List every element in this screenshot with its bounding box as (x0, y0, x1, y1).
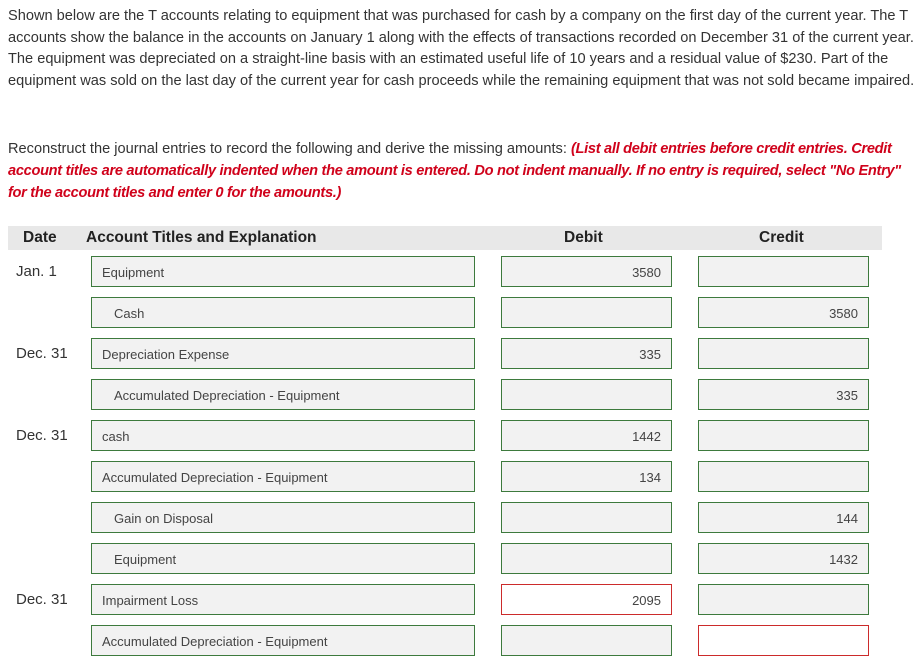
account-title-field[interactable] (91, 461, 475, 492)
debit-field[interactable] (501, 502, 672, 533)
account-title-field[interactable] (91, 256, 475, 287)
credit-field[interactable] (698, 584, 869, 615)
table-row (0, 297, 923, 330)
debit-field[interactable] (501, 461, 672, 492)
debit-field[interactable] (501, 584, 672, 615)
debit-field[interactable] (501, 420, 672, 451)
header-credit: Credit (759, 229, 804, 246)
account-title-field[interactable] (91, 338, 475, 369)
credit-field[interactable] (698, 502, 869, 533)
credit-field[interactable] (698, 543, 869, 574)
entry-date: Dec. 31 (16, 591, 68, 608)
credit-field[interactable] (698, 256, 869, 287)
problem-statement: Shown below are the T accounts relating to equipment that was purchased for cash by a company on the first day of the current year. The T accounts show the balance in the accounts on January 1 along with the effects of transactions recorded on December 31 of the current year. The equipment was depreciated on a straight-line basis with an estimated useful life of 10 years and a residual value of $230. Part of the equipment was sold on the last day of the current year for cash proceeds while the remaining equipment that was not sold became impaired. (8, 8, 915, 90)
account-title-value: cash (102, 429, 130, 444)
credit-value: 335 (836, 388, 858, 403)
instructions (8, 138, 920, 204)
account-title-field[interactable] (91, 584, 475, 615)
account-title-field[interactable] (91, 625, 475, 656)
credit-field[interactable] (698, 297, 869, 328)
header-date: Date (23, 229, 57, 246)
table-row (0, 379, 923, 412)
account-title-field[interactable] (91, 297, 475, 328)
account-title-field[interactable] (91, 420, 475, 451)
debit-value: 2095 (632, 593, 661, 608)
account-title-value: Cash (114, 306, 145, 321)
debit-value: 335 (639, 347, 661, 362)
table-row (0, 502, 923, 535)
table-header (8, 226, 882, 250)
entry-date: Jan. 1 (16, 263, 57, 280)
debit-field[interactable] (501, 543, 672, 574)
credit-value: 144 (836, 511, 858, 526)
table-row (0, 584, 923, 617)
table-row (0, 338, 923, 371)
credit-value: 3580 (829, 306, 858, 321)
debit-field[interactable] (501, 625, 672, 656)
table-row (0, 543, 923, 576)
account-title-field[interactable] (91, 543, 475, 574)
debit-field[interactable] (501, 256, 672, 287)
table-row (0, 256, 923, 289)
header-debit: Debit (564, 229, 603, 246)
credit-field[interactable] (698, 461, 869, 492)
account-title-value: Impairment Loss (102, 593, 199, 608)
instruction-emphasis: (List all debit entries before credit entries. Credit account titles are automatically indented when the amount is entered. Do not indent manually. If no entry is required, select "No Entry" for the account titles and enter 0 for the amounts.) (8, 141, 901, 201)
debit-field[interactable] (501, 379, 672, 410)
account-title-value: Gain on Disposal (114, 511, 213, 526)
debit-value: 134 (639, 470, 661, 485)
credit-value: 1432 (829, 552, 858, 567)
credit-field[interactable] (698, 625, 869, 656)
credit-field[interactable] (698, 338, 869, 369)
entry-date: Dec. 31 (16, 427, 68, 444)
instruction-lead: Reconstruct the journal entries to record the following and derive the missing amounts: (8, 141, 571, 157)
account-title-value: Equipment (102, 265, 165, 280)
table-row (0, 461, 923, 494)
debit-field[interactable] (501, 297, 672, 328)
account-title-value: Accumulated Depreciation - Equipment (102, 634, 328, 649)
debit-value: 1442 (632, 429, 661, 444)
credit-field[interactable] (698, 420, 869, 451)
account-title-value: Accumulated Depreciation - Equipment (114, 388, 340, 403)
account-title-value: Depreciation Expense (102, 347, 230, 362)
account-title-field[interactable] (91, 379, 475, 410)
table-row (0, 625, 923, 658)
header-account: Account Titles and Explanation (86, 229, 317, 246)
account-title-value: Accumulated Depreciation - Equipment (102, 470, 328, 485)
credit-field[interactable] (698, 379, 869, 410)
table-row (0, 420, 923, 453)
entry-date: Dec. 31 (16, 345, 68, 362)
account-title-value: Equipment (114, 552, 177, 567)
debit-field[interactable] (501, 338, 672, 369)
debit-value: 3580 (632, 265, 661, 280)
account-title-field[interactable] (91, 502, 475, 533)
